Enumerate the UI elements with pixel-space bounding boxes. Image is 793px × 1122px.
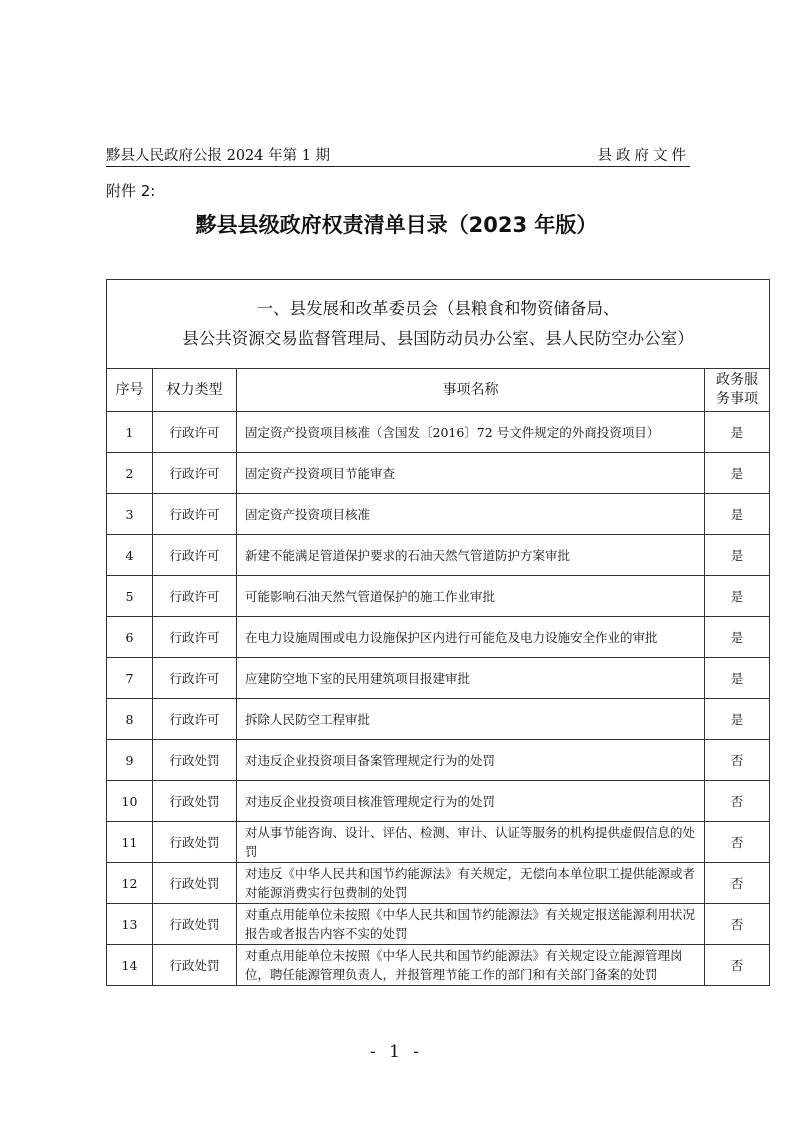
service-flag: 是: [705, 412, 770, 453]
power-type: 行政许可: [153, 412, 237, 453]
item-name: 新建不能满足管道保护要求的石油天然气管道防护方案审批: [237, 535, 705, 576]
document-title: 黟县县级政府权责清单目录（2023 年版）: [195, 213, 598, 237]
attachment-label: 附件 2:: [106, 182, 156, 200]
col-header-no: 序号: [107, 369, 153, 412]
item-name: 对违反企业投资项目核准管理规定行为的处罚: [237, 781, 705, 822]
power-type: 行政处罚: [153, 945, 237, 986]
service-flag: 是: [705, 658, 770, 699]
table-row: [107, 412, 770, 453]
section-heading-line2: 县公共资源交易监督管理局、县国防动员办公室、县人民防空办公室）: [182, 329, 694, 348]
power-type: 行政许可: [153, 699, 237, 740]
power-type: 行政许可: [153, 535, 237, 576]
row-number: 5: [107, 576, 153, 617]
table-body: [107, 412, 770, 986]
service-flag: 否: [705, 904, 770, 945]
power-type: 行政处罚: [153, 904, 237, 945]
power-type: 行政处罚: [153, 822, 237, 863]
section-heading: [107, 280, 770, 369]
service-flag: 是: [705, 576, 770, 617]
service-flag: 是: [705, 617, 770, 658]
item-name: 固定资产投资项目核准（含国发〔2016〕72 号文件规定的外商投资项目）: [237, 412, 705, 453]
table-row: [107, 699, 770, 740]
row-number: 2: [107, 453, 153, 494]
section-heading-line1: 一、县发展和改革委员会（县粮食和物资储备局、: [256, 299, 620, 318]
power-type: 行政许可: [153, 617, 237, 658]
row-number: 9: [107, 740, 153, 781]
row-number: 14: [107, 945, 153, 986]
row-number: 8: [107, 699, 153, 740]
table-row: [107, 494, 770, 535]
table-row: [107, 453, 770, 494]
item-name: 可能影响石油天然气管道保护的施工作业审批: [237, 576, 705, 617]
document-category: 县政府文件: [597, 148, 690, 164]
power-type: 行政处罚: [153, 740, 237, 781]
service-flag: 否: [705, 822, 770, 863]
table-row: [107, 863, 770, 904]
row-number: 6: [107, 617, 153, 658]
power-type: 行政处罚: [153, 781, 237, 822]
service-flag: 是: [705, 494, 770, 535]
power-type: 行政许可: [153, 576, 237, 617]
service-flag: 是: [705, 453, 770, 494]
row-number: 4: [107, 535, 153, 576]
item-name: 对重点用能单位未按照《中华人民共和国节约能源法》有关规定报送能源利用状况报告或者报告内容不实的处罚: [237, 904, 705, 945]
power-type: 行政许可: [153, 453, 237, 494]
row-number: 3: [107, 494, 153, 535]
service-flag: 否: [705, 740, 770, 781]
power-type: 行政许可: [153, 494, 237, 535]
row-number: 11: [107, 822, 153, 863]
table-row: [107, 740, 770, 781]
page-number: - 1 -: [369, 1042, 424, 1062]
table-row: [107, 945, 770, 986]
row-number: 7: [107, 658, 153, 699]
table-row: [107, 904, 770, 945]
col-header-service: [705, 369, 770, 412]
item-name: 对违反企业投资项目备案管理规定行为的处罚: [237, 740, 705, 781]
service-flag: 是: [705, 535, 770, 576]
service-flag: 否: [705, 781, 770, 822]
service-flag: 否: [705, 863, 770, 904]
table-row: [107, 658, 770, 699]
item-name: 对从事节能咨询、设计、评估、检测、审计、认证等服务的机构提供虚假信息的处罚: [237, 822, 705, 863]
item-name: 拆除人民防空工程审批: [237, 699, 705, 740]
gazette-issue: 黟县人民政府公报 2024 年第 1 期: [106, 148, 331, 164]
page-header: [106, 140, 690, 167]
col-header-service-text: 政务服务事项: [716, 372, 758, 407]
row-number: 10: [107, 781, 153, 822]
table-row: [107, 576, 770, 617]
power-type: 行政许可: [153, 658, 237, 699]
col-header-type: 权力类型: [153, 369, 237, 412]
item-name: 固定资产投资项目节能审查: [237, 453, 705, 494]
item-name: 固定资产投资项目核准: [237, 494, 705, 535]
item-name: 对违反《中华人民共和国节约能源法》有关规定，无偿向本单位职工提供能源或者对能源消费实行包费制的处罚: [237, 863, 705, 904]
row-number: 1: [107, 412, 153, 453]
item-name: 在电力设施周围或电力设施保护区内进行可能危及电力设施安全作业的审批: [237, 617, 705, 658]
item-name: 对重点用能单位未按照《中华人民共和国节约能源法》有关规定设立能源管理岗位，聘任能源管理负责人，并报管理节能工作的部门和有关部门备案的处罚: [237, 945, 705, 986]
table-row: [107, 822, 770, 863]
table-row: [107, 535, 770, 576]
col-header-name: 事项名称: [237, 369, 705, 412]
table-row: [107, 617, 770, 658]
powers-list-table: [106, 279, 770, 986]
item-name: 应建防空地下室的民用建筑项目报建审批: [237, 658, 705, 699]
row-number: 13: [107, 904, 153, 945]
service-flag: 否: [705, 945, 770, 986]
row-number: 12: [107, 863, 153, 904]
table-header-row: [107, 369, 770, 412]
power-type: 行政处罚: [153, 863, 237, 904]
table-row: [107, 781, 770, 822]
service-flag: 是: [705, 699, 770, 740]
